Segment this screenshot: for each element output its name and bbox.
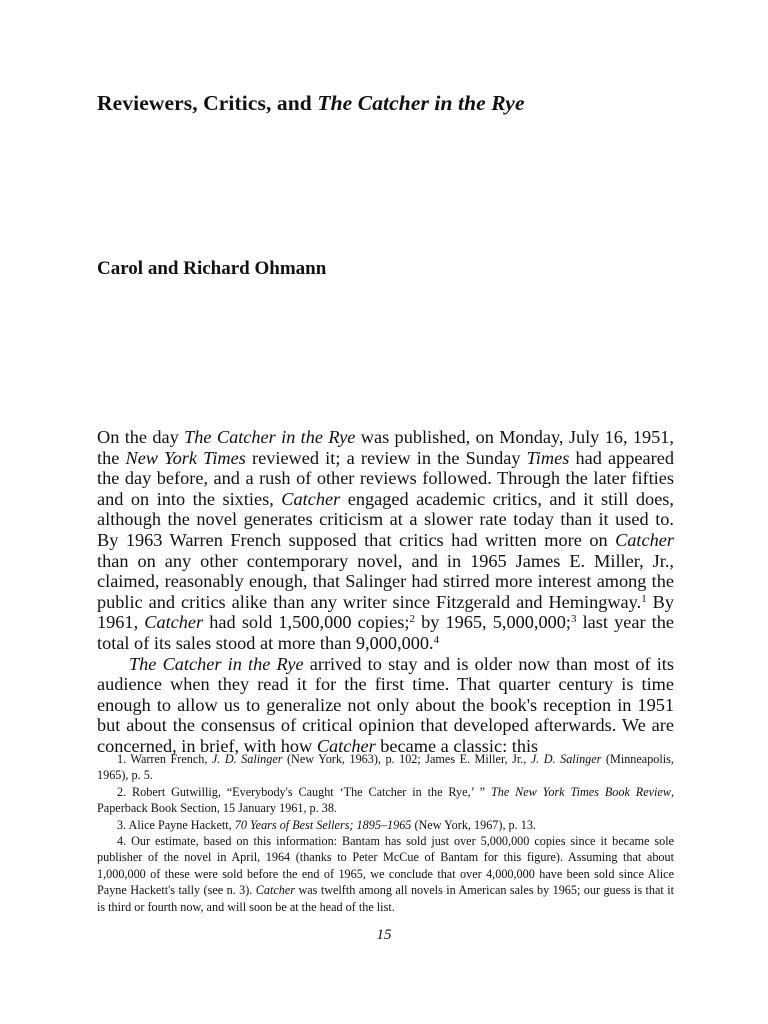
footnote-marker[interactable]: 2 — [409, 613, 415, 626]
footnote — [97, 751, 674, 784]
title-book-name: The Catcher in the Rye — [317, 91, 525, 115]
italic-text-run: The Catcher in the Rye — [184, 427, 356, 447]
footnote-marker[interactable]: 4 — [433, 633, 440, 646]
text-run: (New York, 1963), p. 102; James E. Miller, Jr., — [282, 752, 531, 766]
footnote — [97, 784, 674, 817]
text-run: was twelfth among all novels in American sales by 1965; our guess is that it is third or fourth now, and will soon be at the head of the list. — [97, 883, 674, 914]
italic-text-run: Catcher — [144, 612, 204, 633]
body-paragraph — [97, 427, 674, 654]
text-run: On the day — [97, 427, 185, 447]
footnote-marker[interactable]: 1 — [641, 592, 647, 605]
italic-text-run: The Catcher in the Rye — [129, 653, 304, 674]
footnote — [97, 817, 674, 833]
text-run: last year the total of its sales stood at more than 9,000,000. — [97, 612, 675, 653]
italic-text-run: Catcher — [255, 883, 296, 898]
italic-text-run: Times — [526, 447, 570, 468]
text-run: was published, on Monday, July 16, 1951, the — [97, 427, 674, 468]
italic-text-run: Catcher — [615, 529, 674, 550]
text-run: had appeared the day before, and a rush of other reviews followed. Through the later fifties and on into the sixties, — [97, 447, 674, 509]
text-run: 3. Alice Payne Hackett, — [117, 817, 235, 832]
italic-text-run: Catcher — [316, 735, 376, 756]
article-authors: Carol and Richard Ohmann — [97, 258, 327, 279]
article-title — [97, 91, 697, 116]
text-run: by 1965, 5,000,000; — [414, 612, 571, 633]
text-run: became a classic: this — [375, 735, 539, 756]
text-run: (Minneapolis, 1965), p. 5. — [97, 752, 674, 783]
italic-text-run: New York Times — [125, 447, 246, 468]
page-number: 15 — [376, 927, 392, 943]
title-text: Reviewers, Critics, and — [97, 91, 318, 115]
text-run: 4. Our estimate, based on this information: Bantam has sold just over 5,000,000 copies since it became sole publisher of the novel in April, 1964 (thanks to Peter McCue of Bantam for this figure). Assuming that about 1,000,000 of these were sold before the end of 1965, we conclude that over 4,000,000 have been sold since Alice Payne Hackett's tally (see n. 3). — [97, 834, 674, 898]
italic-text-run: J. D. Salinger — [530, 752, 602, 766]
article-body — [97, 427, 674, 757]
text-run: arrived to stay and is older now than most of its audience when they read it for the first time. That quarter century is time enough to allow us to generalize not only about the book's reception in 1951 but about the consensus of critical opinion that developed afterwards. We are concerned, in brief, with how — [97, 653, 674, 756]
italic-text-run: J. D. Salinger — [211, 752, 283, 766]
body-paragraph — [97, 654, 674, 757]
footnote-marker[interactable]: 3 — [570, 613, 577, 626]
italic-text-run: The New York Times Book Review — [490, 784, 671, 799]
text-run: had sold 1,500,000 copies; — [203, 612, 410, 633]
footnotes — [97, 751, 674, 915]
footnote — [97, 833, 674, 915]
italic-text-run: Catcher — [281, 488, 341, 509]
text-run: , Paperback Book Section, 15 January 1961, p. 38. — [97, 784, 674, 816]
text-run: engaged academic critics, and it still does, although the novel generates criticism at a slower rate today than it used to. By 1963 Warren French supposed that critics had written more on — [97, 488, 674, 550]
text-run: 1. Warren French, — [117, 752, 212, 766]
text-run: By 1961, — [97, 591, 674, 633]
text-run: 2. Robert Gutwillig, “Everybody's Caught ‘The Catcher in the Rye,’ ” — [117, 784, 491, 799]
italic-text-run: 70 Years of Best Sellers; 1895–1965 — [234, 817, 412, 832]
text-run: (New York, 1967), p. 13. — [411, 817, 536, 832]
text-run: than on any other contemporary novel, and in 1965 James E. Miller, Jr., claimed, reasonably enough, that Salinger had stirred more interest among the public and critics alike than any writer since Fitzgerald and Hemingway. — [97, 550, 674, 612]
text-run: reviewed it; a review in the Sunday — [245, 447, 527, 468]
